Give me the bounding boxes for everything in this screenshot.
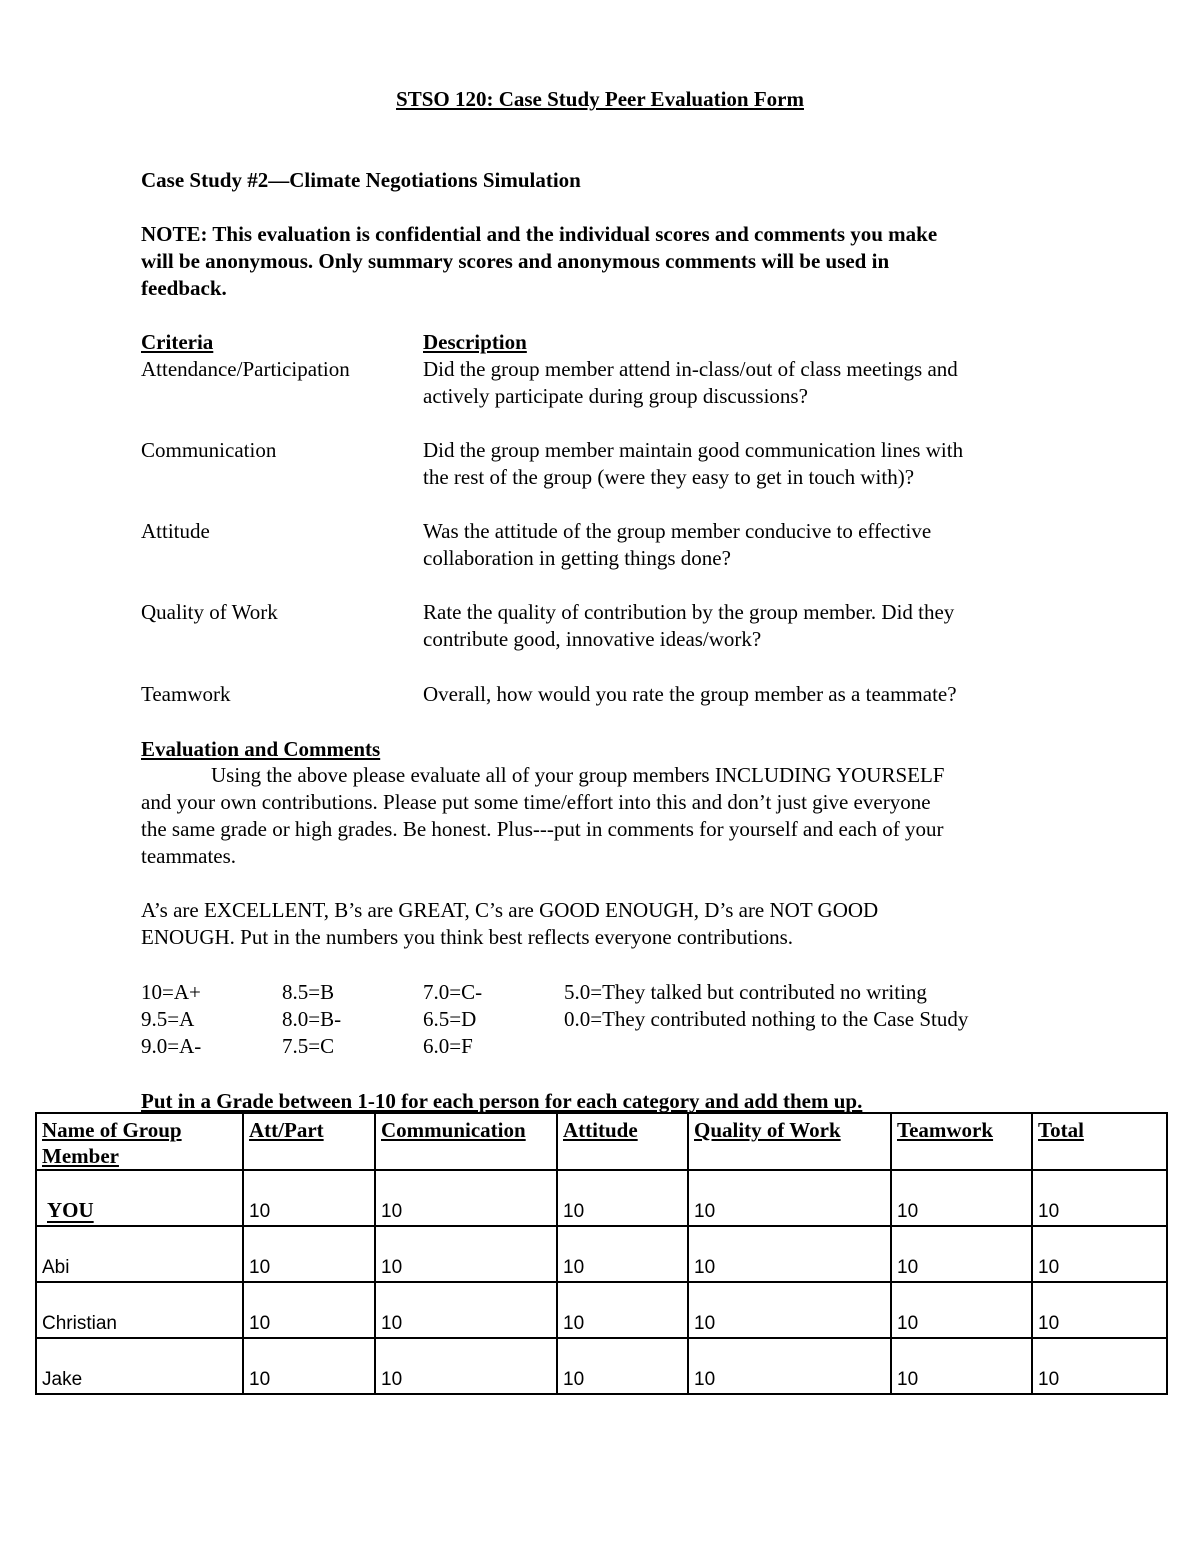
peer-grade-table: [35, 1112, 1168, 1395]
grade-value: 10: [897, 1313, 919, 1334]
criterion-name: Attitude: [141, 519, 210, 543]
grade-value: 10: [381, 1369, 403, 1390]
evaluation-paragraph-line: the same grade or high grades. Be honest. Plus---put in comments for yourself and each of your: [141, 817, 944, 841]
grade-cell[interactable]: [688, 1282, 891, 1338]
grade-value: 10: [563, 1201, 585, 1222]
grade-cell[interactable]: [243, 1170, 375, 1226]
grade-value: 10: [563, 1313, 585, 1334]
member-name-cell[interactable]: [36, 1338, 243, 1394]
case-study-heading: Case Study #2—Climate Negotiations Simulation: [141, 168, 581, 192]
grading-instruction: Put in a Grade between 1-10 for each person for each category and add them up.: [141, 1089, 863, 1113]
member-name: Abi: [42, 1257, 70, 1278]
grade-meaning-line: ENOUGH. Put in the numbers you think best reflects everyone contributions.: [141, 925, 794, 949]
column-header-attitude: Attitude: [557, 1113, 688, 1170]
criterion-description: contribute good, innovative ideas/work?: [423, 627, 762, 651]
grade-cell[interactable]: [557, 1338, 688, 1394]
grade-cell[interactable]: [688, 1170, 891, 1226]
total-cell[interactable]: [1032, 1338, 1167, 1394]
criterion-name: Quality of Work: [141, 600, 278, 624]
criterion-description: actively participate during group discussions?: [423, 384, 808, 408]
grade-value: 10: [897, 1369, 919, 1390]
total-cell[interactable]: [1032, 1282, 1167, 1338]
grade-cell[interactable]: [891, 1282, 1032, 1338]
scale-entry: 6.5=D: [423, 1007, 477, 1031]
scale-entry: 0.0=They contributed nothing to the Case Study: [564, 1007, 969, 1031]
form-title: STSO 120: Case Study Peer Evaluation Form: [396, 87, 804, 111]
evaluation-paragraph-line: teammates.: [141, 844, 237, 868]
grade-cell[interactable]: [243, 1282, 375, 1338]
grade-value: 10: [694, 1257, 716, 1278]
member-name-cell[interactable]: [36, 1226, 243, 1282]
column-header-name: Name of Group Member: [36, 1113, 243, 1170]
grade-cell[interactable]: [891, 1338, 1032, 1394]
note-line-1: NOTE: This evaluation is confidential and the individual scores and comments you make: [141, 222, 938, 246]
total-cell[interactable]: [1032, 1226, 1167, 1282]
grade-value: 10: [249, 1257, 271, 1278]
grade-value: 10: [381, 1201, 403, 1222]
grade-value: 10: [249, 1201, 271, 1222]
note-line-3: feedback.: [141, 276, 227, 300]
grade-value: 10: [694, 1369, 716, 1390]
grade-cell[interactable]: [891, 1226, 1032, 1282]
total-value: 10: [1038, 1369, 1060, 1390]
grade-value: 10: [563, 1257, 585, 1278]
criteria-header: Criteria: [141, 330, 214, 354]
grade-cell[interactable]: [375, 1338, 557, 1394]
table-row: [36, 1226, 1167, 1282]
total-value: 10: [1038, 1257, 1060, 1278]
grade-cell[interactable]: [243, 1226, 375, 1282]
scale-entry: 9.0=A-: [141, 1034, 202, 1058]
member-name: Christian: [42, 1313, 117, 1334]
column-header-att-part: Att/Part: [243, 1113, 375, 1170]
table-row: [36, 1170, 1167, 1226]
criterion-description: Did the group member maintain good communication lines with: [423, 438, 964, 462]
criterion-name: Teamwork: [141, 682, 231, 706]
scale-entry: 8.5=B: [282, 980, 335, 1004]
criterion-name: Attendance/Participation: [141, 357, 350, 381]
grade-value: 10: [897, 1201, 919, 1222]
column-header-quality-of-work: Quality of Work: [688, 1113, 891, 1170]
scale-entry: 7.5=C: [282, 1034, 335, 1058]
criterion-description: the rest of the group (were they easy to get in touch with)?: [423, 465, 915, 489]
criterion-description: Rate the quality of contribution by the group member. Did they: [423, 600, 955, 624]
table-row: [36, 1338, 1167, 1394]
grade-cell[interactable]: [688, 1338, 891, 1394]
grade-cell[interactable]: [243, 1338, 375, 1394]
member-name: Jake: [42, 1369, 83, 1390]
criterion-name: Communication: [141, 438, 277, 462]
table-header-row: [36, 1113, 1167, 1170]
grade-cell[interactable]: [688, 1226, 891, 1282]
criterion-description: Was the attitude of the group member conducive to effective: [423, 519, 932, 543]
criterion-description: Did the group member attend in-class/out of class meetings and: [423, 357, 958, 381]
total-cell[interactable]: [1032, 1170, 1167, 1226]
member-name-cell[interactable]: [36, 1282, 243, 1338]
grade-value: 10: [563, 1369, 585, 1390]
evaluation-paragraph-line: and your own contributions. Please put some time/effort into this and don’t just give everyone: [141, 790, 931, 814]
member-name: YOU: [47, 1198, 94, 1222]
grade-value: 10: [249, 1313, 271, 1334]
grade-meaning-line: A’s are EXCELLENT, B’s are GREAT, C’s are GOOD ENOUGH, D’s are NOT GOOD: [141, 898, 879, 922]
evaluation-paragraph-line: Using the above please evaluate all of your group members INCLUDING YOURSELF: [211, 763, 945, 787]
grade-cell[interactable]: [557, 1170, 688, 1226]
grade-cell[interactable]: [375, 1282, 557, 1338]
criterion-description: Overall, how would you rate the group member as a teammate?: [423, 682, 957, 706]
grade-cell[interactable]: [375, 1170, 557, 1226]
scale-entry: 9.5=A: [141, 1007, 195, 1031]
note-line-2: will be anonymous. Only summary scores and anonymous comments will be used in: [141, 249, 890, 273]
evaluation-heading: Evaluation and Comments: [141, 737, 381, 761]
table-row: [36, 1282, 1167, 1338]
description-header: Description: [423, 330, 527, 354]
grade-value: 10: [381, 1257, 403, 1278]
grade-cell[interactable]: [557, 1226, 688, 1282]
grade-value: 10: [897, 1257, 919, 1278]
total-value: 10: [1038, 1201, 1060, 1222]
grade-value: 10: [694, 1201, 716, 1222]
grade-cell[interactable]: [375, 1226, 557, 1282]
grade-cell[interactable]: [557, 1282, 688, 1338]
column-header-total: Total: [1032, 1113, 1167, 1170]
scale-entry: 5.0=They talked but contributed no writing: [564, 980, 927, 1004]
column-header-communication: Communication: [375, 1113, 557, 1170]
scale-entry: 6.0=F: [423, 1034, 473, 1058]
member-name-cell[interactable]: [36, 1170, 243, 1226]
scale-entry: 7.0=C-: [423, 980, 483, 1004]
grade-cell[interactable]: [891, 1170, 1032, 1226]
grade-value: 10: [249, 1369, 271, 1390]
column-header-teamwork: Teamwork: [891, 1113, 1032, 1170]
total-value: 10: [1038, 1313, 1060, 1334]
scale-entry: 10=A+: [141, 980, 201, 1004]
scale-entry: 8.0=B-: [282, 1007, 342, 1031]
grade-value: 10: [694, 1313, 716, 1334]
criterion-description: collaboration in getting things done?: [423, 546, 731, 570]
grade-value: 10: [381, 1313, 403, 1334]
